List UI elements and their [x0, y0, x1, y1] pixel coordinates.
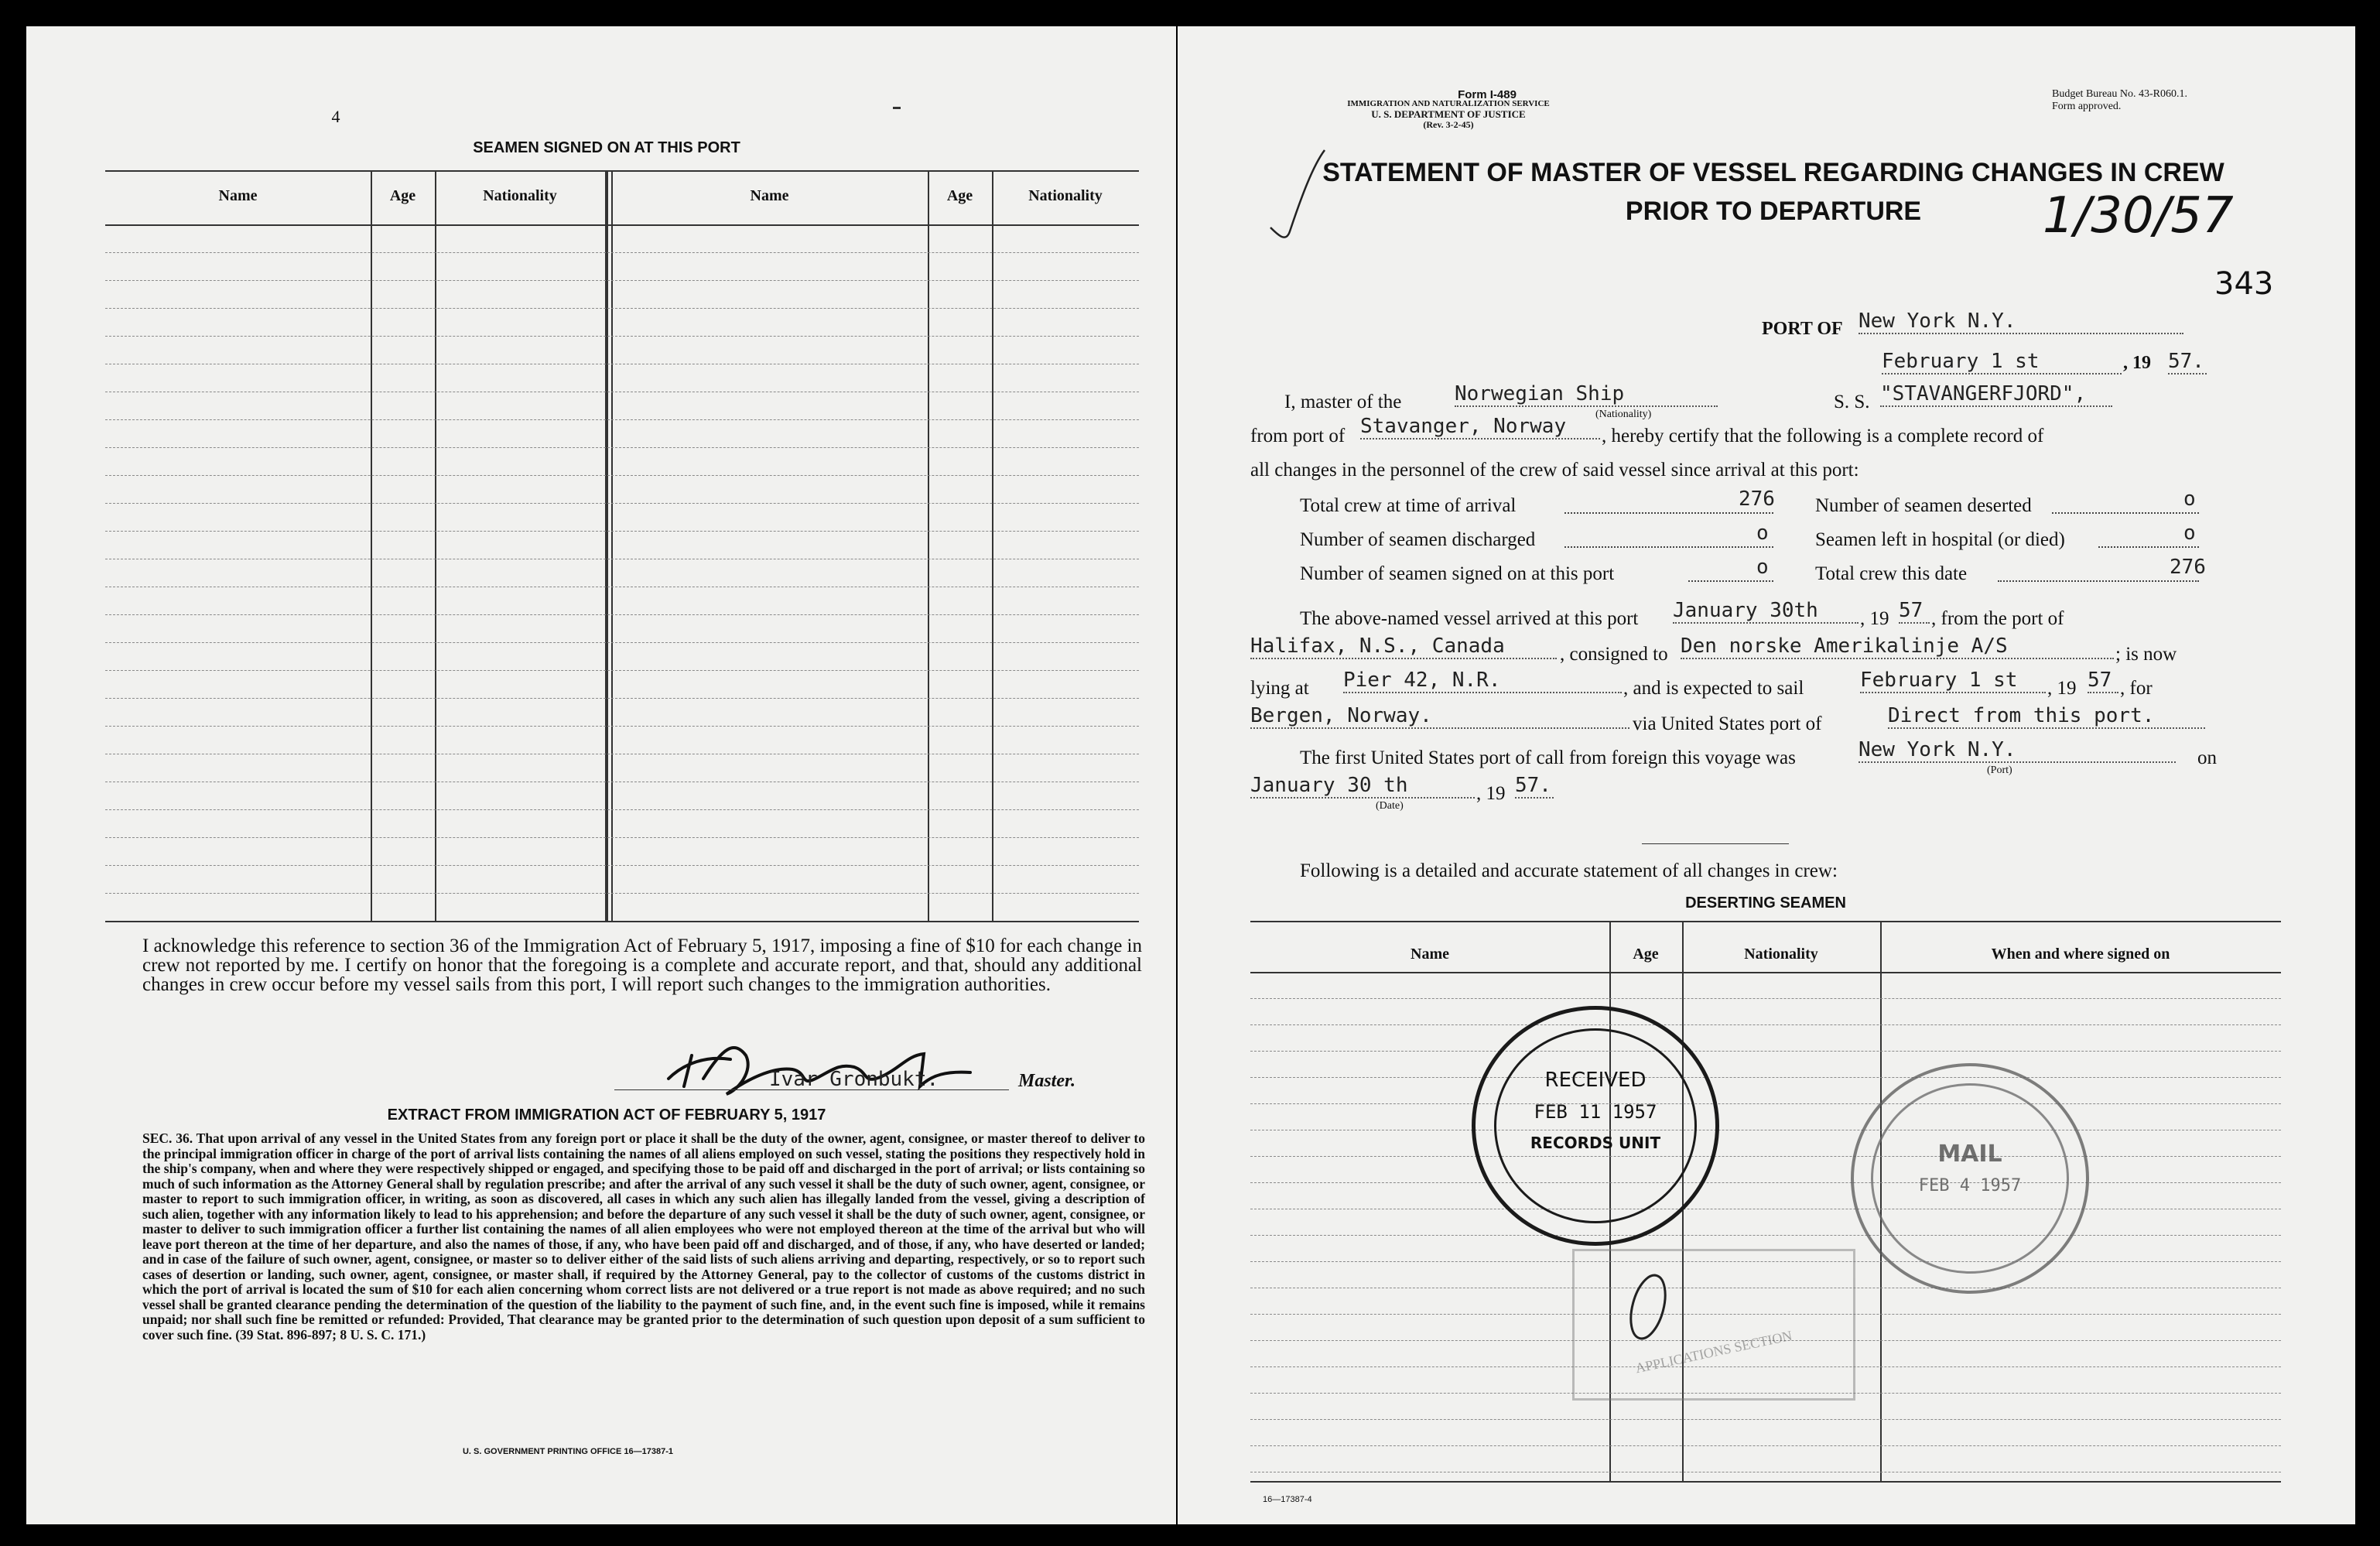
received-stamp: [1472, 1006, 1719, 1246]
certify-text2: all changes in the personnel of the crew of said vessel since arrival at this port:: [1250, 460, 1859, 481]
master-name: Ivar Gronbukt.: [769, 1068, 939, 1091]
applications-stamp: [1572, 1249, 1855, 1401]
stamp-applications-text: APPLICATIONS SECTION: [1633, 1327, 1794, 1377]
for-label: , for: [2120, 678, 2153, 699]
from-the-port-label: , from the port of: [1931, 608, 2064, 629]
agency-line2: U. S. DEPARTMENT OF JUSTICE: [1371, 108, 1526, 120]
mark: [893, 107, 901, 109]
col-divider: [371, 170, 372, 921]
leader-dots: [2052, 512, 2199, 514]
date-year-label: , 19: [2123, 353, 2151, 373]
budget-line2: Form approved.: [2052, 101, 2122, 112]
expected-value: February 1 st: [1860, 669, 2046, 693]
col-header-name: Name: [1411, 946, 1449, 963]
table-row: [105, 642, 1139, 643]
leader-dots: [1564, 546, 1773, 548]
on-label: on: [2197, 747, 2217, 768]
nationality-caption: (Nationality): [1595, 409, 1652, 420]
date-year-value: 57.: [2168, 350, 2207, 375]
table-bottom-line: [1250, 1481, 2281, 1483]
port-caption: (Port): [1987, 764, 2012, 776]
following-text: Following is a detailed and accurate statement of all changes in crew:: [1300, 860, 1838, 881]
table-row: [105, 252, 1139, 253]
table-top-line: [105, 170, 1139, 172]
table-row: [105, 893, 1139, 894]
from-the-port-value: Halifax, N.S., Canada: [1250, 634, 1557, 659]
date-value: February 1 st: [1882, 350, 2122, 375]
via-label: via United States port of: [1633, 713, 1822, 734]
is-now-label: ; is now: [2115, 644, 2177, 665]
leader-dots: [1688, 580, 1773, 582]
col-header-name: Name: [750, 187, 789, 204]
budget-line1: Budget Bureau No. 43-R060.1.: [2052, 88, 2187, 100]
certify-text: , hereby certify that the following is a complete record of: [1602, 426, 2044, 446]
arrived-year-label: , 19: [1860, 608, 1889, 629]
stamp-received-text: RECEIVED: [1544, 1069, 1647, 1092]
col-divider: [992, 170, 993, 921]
table-row: [105, 336, 1139, 337]
stamp-mail-text: MAIL: [1937, 1141, 2002, 1168]
stamp-mail-date: FEB 4 1957: [1918, 1176, 2022, 1195]
leader-dots: [1998, 580, 2199, 582]
first-port-label: The first United States port of call from foreign this voyage was: [1300, 747, 1796, 768]
right-page: [1178, 26, 2355, 1524]
agency-line1: IMMIGRATION AND NATURALIZATION SERVICE: [1347, 99, 1550, 108]
col-divider: [928, 170, 929, 921]
col-header-when-where: When and where signed on: [1991, 946, 2170, 963]
col-header-age: Age: [389, 187, 416, 204]
total-today-value: 276: [2170, 556, 2206, 579]
table-row: [105, 503, 1139, 504]
ss-label: S. S.: [1834, 392, 1870, 412]
form-title-line1: STATEMENT OF MASTER OF VESSEL REGARDING CHANGES IN CREW: [1322, 158, 2224, 187]
table-row: [1250, 1103, 2281, 1104]
left-page: [26, 26, 1176, 1524]
leader-dots: [1564, 512, 1773, 514]
arrived-label: The above-named vessel arrived at this port: [1300, 608, 1639, 629]
table-row: [105, 670, 1139, 671]
signed-on-label: Number of seamen signed on at this port: [1300, 563, 1615, 584]
handwritten-number: 343: [2214, 266, 2274, 302]
footer-code: 16—17387-4: [1263, 1495, 1312, 1504]
table-header-line: [1250, 972, 2281, 973]
deserting-title: DESERTING SEAMEN: [1685, 894, 1846, 912]
lying-label: lying at: [1250, 678, 1309, 699]
table-row: [1250, 1419, 2281, 1420]
via-value: Direct from this port.: [1888, 704, 2205, 729]
col-header-nationality: Nationality: [1028, 187, 1103, 204]
table-row: [105, 531, 1139, 532]
table-row: [1250, 998, 2281, 999]
handwritten-date: 1/30/57: [2043, 187, 2234, 245]
discharged-value: o: [1756, 522, 1769, 545]
col-header-age: Age: [946, 187, 973, 204]
table-row: [105, 698, 1139, 699]
expected-label: , and is expected to sail: [1623, 678, 1804, 699]
consigned-value: Den norske Amerikalinje A/S: [1681, 634, 2114, 659]
date-caption: (Date): [1376, 800, 1404, 812]
table-row: [105, 419, 1139, 420]
master-signature: [661, 1032, 1001, 1102]
expected-year-label: , 19: [2047, 678, 2077, 699]
arrived-year: 57: [1899, 599, 1930, 624]
extract-body: SEC. 36. That upon arrival of any vessel in the United States from any foreign port or place it shall be the duty of the owner, agent, consignee, or master thereof to deliver to the principal immigration officer in charge of the port of arrival lists containing the names of all aliens employed on such vessel, stating the positions they respectively hold in the ship's company, when and where they were respectively shipped or engaged, and specifying those to be paid off and discharged in the port of arrival; or lists containing so much of such information as the Attorney General shall by regulation prescribe; and after the arrival of any such vessel it shall be the duty of such owner, agent, consignee, or master to report to such immigration officer, in writing, as soon as discovered, all cases in which any such alien has illegally landed from the vessel, giving a description of such alien, together with any information likely to lead to his apprehension; and before the departure of any such vessel it shall be the duty of such owner, agent, consignee, or master to deliver to such immigration officer a further list containing the names of all alien employees who were not employed thereon at the time of the arrival but who will leave port thereon at the time of her departure, and also the names of those, if any, who have been paid off and discharged, and of those, if any, who have deserted or landed; and in case of the failure of such owner, agent, consignee, or master so to deliver either of the said lists of such aliens arriving and departing, respectively, or so to report such cases of desertion or landing, such owner, agent, consignee, or master shall, if required by the Attorney General, pay to the collector of customs of the customs district in which the port of arrival is located the sum of $10 for each alien concerning whom correct lists are not delivered or a true report is not made as above required; and no such vessel shall be granted clearance pending the determination of the question of the liability to the payment of such fine, and, in the event such fine is imposed, while it remains unpaid; nor shall such fine be remitted or refunded: Provided, That clearance may be granted prior to the determination of such question upon deposit of a sum sufficient to cover such fine. (39 Stat. 896-897; 8 U. S. C. 171.): [142, 1130, 1145, 1342]
col-divider: [611, 170, 613, 921]
lying-value: Pier 42, N.R.: [1343, 669, 1622, 693]
expected-year: 57: [2088, 669, 2118, 693]
printing-office: U. S. GOVERNMENT PRINTING OFFICE 16—17387-1: [462, 1447, 673, 1456]
col-header-age: Age: [1633, 946, 1659, 963]
form-title-line2: PRIOR TO DEPARTURE: [1625, 197, 1922, 226]
discharged-label: Number of seamen discharged: [1300, 529, 1536, 550]
total-crew-arrival-label: Total crew at time of arrival: [1300, 495, 1517, 516]
table-row: [105, 280, 1139, 281]
table-row: [1250, 1445, 2281, 1446]
col-divider: [605, 170, 608, 921]
stamp-date-text: FEB 11 1957: [1534, 1101, 1657, 1123]
table-row: [105, 614, 1139, 615]
table-row: [1250, 1051, 2281, 1052]
col-divider: [435, 170, 436, 921]
master-label: Master.: [1018, 1071, 1076, 1091]
table-row: [105, 809, 1139, 810]
handwritten-zero: [1619, 1264, 1681, 1349]
table-row: [1250, 1182, 2281, 1183]
master-of-label: I, master of the: [1284, 392, 1402, 412]
col-header-nationality: Nationality: [1744, 946, 1818, 963]
table-row: [105, 447, 1139, 448]
separator: [1642, 843, 1789, 844]
revision: (Rev. 3-2-45): [1423, 119, 1474, 130]
destination-value: Bergen, Norway.: [1250, 704, 1629, 729]
ship-name: "STAVANGERFJORD",: [1880, 382, 2112, 407]
table-row: [105, 837, 1139, 838]
form-number: Form I-489: [1458, 88, 1517, 101]
col-header-nationality: Nationality: [483, 187, 557, 204]
table-row: [105, 865, 1139, 866]
hospital-label: Seamen left in hospital (or died): [1815, 529, 2065, 550]
table-row: [105, 475, 1139, 476]
table-row: [1250, 1235, 2281, 1236]
leader-dots: [2098, 546, 2199, 548]
signed-on-value: o: [1756, 556, 1769, 579]
deserted-label: Number of seamen deserted: [1815, 495, 2032, 516]
hospital-value: o: [2183, 522, 2196, 545]
table-top-line: [1250, 921, 2281, 922]
mail-stamp: [1851, 1063, 2089, 1294]
total-today-label: Total crew this date: [1815, 563, 1968, 584]
arrived-date: January 30th: [1673, 599, 1859, 624]
stamp-unit-text: RECORDS UNIT: [1530, 1134, 1661, 1152]
page-number: 4: [331, 107, 340, 126]
table-row: [105, 726, 1139, 727]
table-bottom-line: [105, 921, 1139, 922]
table-row: [105, 308, 1139, 309]
acknowledgment-text: I acknowledge this reference to section 36 of the Immigration Act of February 5, 1917, imposing a fine of $10 for each change in crew not reported by me. I certify on honor that the foregoing is a complete and accurate report, and that, should any additional changes in crew occur before my vessel sails from this port, I will report such changes to the immigration authorities.: [142, 935, 1142, 995]
deserted-value: o: [2183, 487, 2196, 511]
nationality-value: Norwegian Ship: [1455, 382, 1718, 407]
total-crew-arrival-value: 276: [1739, 487, 1775, 511]
table-row: [1250, 1156, 2281, 1157]
from-port-value: Stavanger, Norway: [1360, 415, 1600, 440]
first-date-value: January 30 th: [1250, 774, 1475, 799]
first-port-value: New York N.Y.: [1859, 738, 2176, 763]
from-port-label: from port of: [1250, 426, 1346, 446]
table-header-line: [105, 224, 1139, 226]
table-row: [1250, 1077, 2281, 1078]
port-value: New York N.Y.: [1859, 310, 2183, 334]
first-date-year: 57.: [1515, 774, 1554, 799]
table-row: [1250, 1024, 2281, 1025]
port-label: PORT OF: [1762, 319, 1843, 339]
first-date-year-label: , 19: [1476, 783, 1506, 804]
col-header-name: Name: [218, 187, 258, 204]
consigned-label: , consigned to: [1560, 644, 1668, 665]
extract-title: EXTRACT FROM IMMIGRATION ACT OF FEBRUARY 5, 1917: [387, 1106, 826, 1124]
section-title: SEAMEN SIGNED ON AT THIS PORT: [473, 139, 740, 156]
